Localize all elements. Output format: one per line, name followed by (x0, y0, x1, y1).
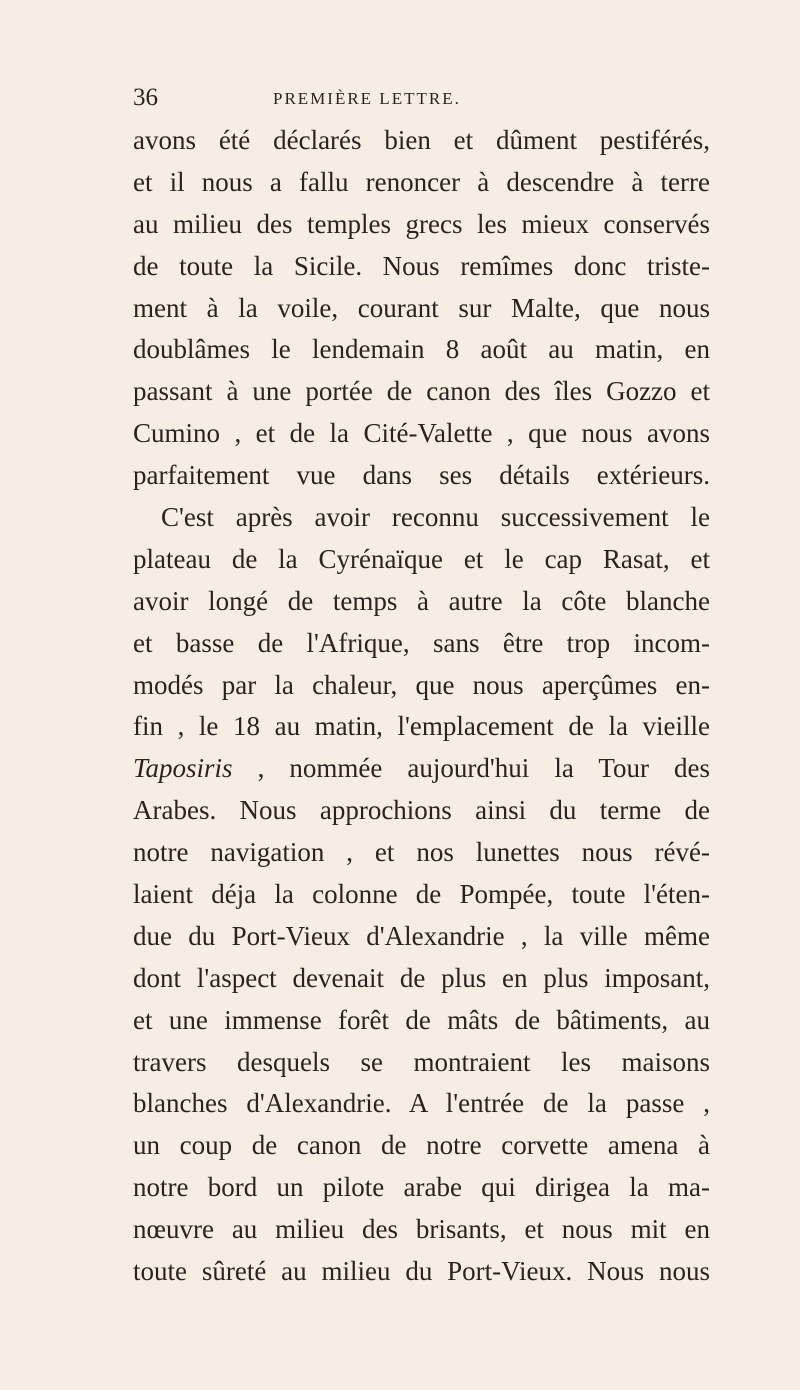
text-line: notre bord un pilote arabe qui dirigea la ma- (133, 1172, 710, 1203)
text-line: ment à la voile, courant sur Malte, que nous (133, 292, 710, 323)
text-line: laient déja la colonne de Pompée, toute l'éten- (133, 879, 710, 910)
text-line: due du Port-Vieux d'Alexandrie , la ville même (133, 920, 710, 951)
text-line: et une immense forêt de mâts de bâtiments, au (133, 1004, 710, 1035)
text-line: avons été déclarés bien et dûment pestiférés, (133, 125, 710, 155)
text-line: avoir longé de temps à autre la côte blanche (133, 585, 710, 616)
text-line: et basse de l'Afrique, sans être trop incom- (133, 627, 710, 658)
page-number: 36 (133, 84, 158, 111)
text-line: nœuvre au milieu des brisants, et nous mit en (133, 1214, 710, 1245)
text-line: blanches d'Alexandrie. A l'entrée de la passe , (133, 1088, 710, 1119)
page-header (133, 84, 710, 114)
text-line: toute sûreté au milieu du Port-Vieux. Nous nous (133, 1256, 710, 1287)
text-line-with-italic (133, 748, 710, 790)
running-title: PREMIÈRE LETTRE. (273, 89, 461, 108)
text-line: fin , le 18 au matin, l'emplacement de la vieille (133, 711, 710, 742)
text-line: travers desquels se montraient les maisons (133, 1046, 710, 1077)
text-line: Arabes. Nous approchions ainsi du terme de (133, 795, 710, 826)
text-line: doublâmes le lendemain 8 août au matin, en (133, 334, 710, 365)
page-body-text (133, 120, 710, 1293)
text-line: de toute la Sicile. Nous remîmes donc triste- (133, 250, 710, 281)
text-line: parfaitement vue dans ses détails extérieurs. (133, 460, 710, 491)
italic-place-name: Taposiris (133, 753, 233, 784)
text-fragment: , nommée aujourd'hui la Tour des (232, 753, 710, 784)
text-line: dont l'aspect devenait de plus en plus imposant, (133, 962, 710, 993)
text-line: modés par la chaleur, que nous aperçûmes en- (133, 669, 710, 700)
text-line: C'est après avoir reconnu successivement le (161, 502, 710, 533)
text-line: et il nous a fallu renoncer à descendre à terre (133, 166, 710, 197)
text-line: passant à une portée de canon des îles Gozzo et (133, 376, 710, 407)
text-line: Cumino , et de la Cité-Valette , que nous avons (133, 418, 710, 449)
text-line: au milieu des temples grecs les mieux conservés (133, 208, 710, 239)
text-line: plateau de la Cyrénaïque et le cap Rasat, et (133, 543, 710, 574)
text-line: notre navigation , et nos lunettes nous révé- (133, 837, 710, 868)
text-line: un coup de canon de notre corvette amena à (133, 1130, 710, 1161)
